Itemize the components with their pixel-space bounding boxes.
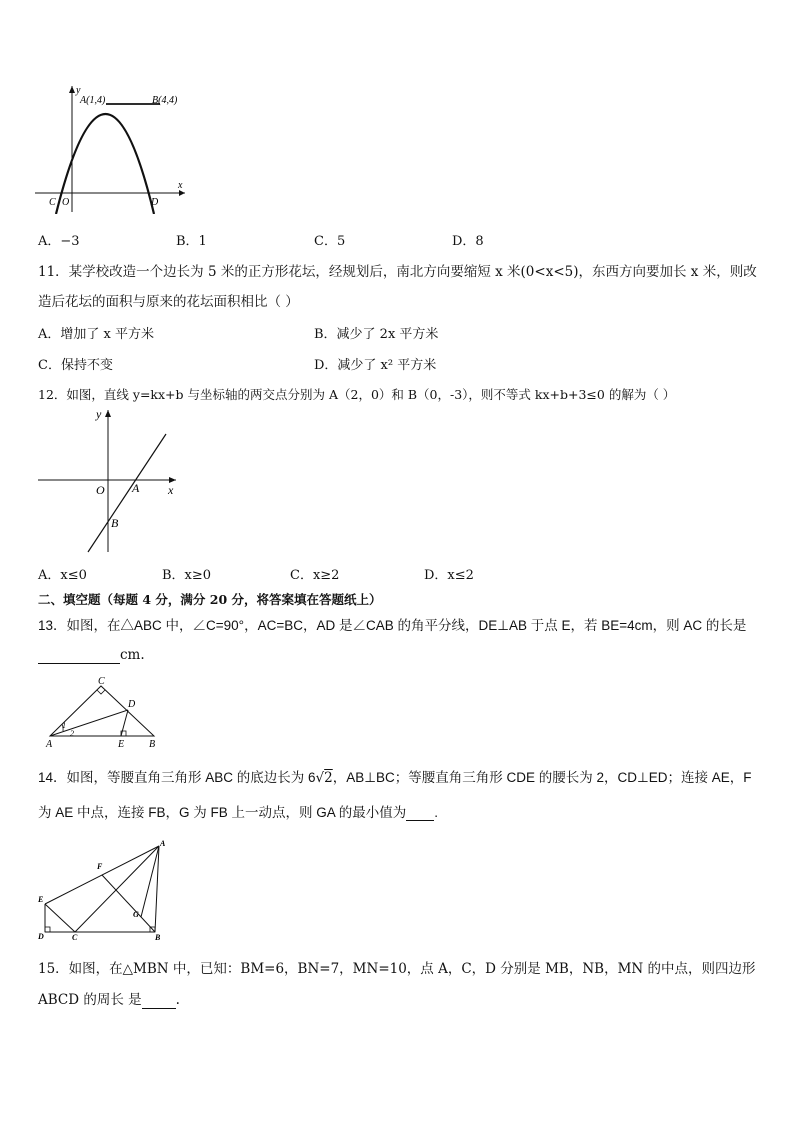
label-O: O (96, 483, 105, 497)
q13-triangle (40, 674, 170, 750)
label-angle-2: 2 (70, 729, 74, 738)
q14-text-b: ，AB⊥BC；等腰直角三角形 CDE 的腰长为 2，CD⊥ED；连接 AE，F (332, 770, 752, 785)
q15-stem-line1: 15．如图，在△MBN 中，已知：BM=6，BN=7，MN=10，点 A，C，D 分别是 MB，NB，MN 的中点，则四边形 (38, 961, 756, 977)
y-axis-arrow (105, 410, 111, 417)
q11-stem-line1: 11．某学校改造一个边长为 5 米的正方形花坛，经规划后，南北方向要缩短 x 米(0<x<5)，东西方向要加长 x 米，则改 (38, 264, 757, 280)
label-x: x (178, 180, 183, 191)
q12-option-c[interactable]: C．x≥2 (290, 568, 340, 583)
label-A: A(1,4) (80, 95, 106, 106)
q12-option-a[interactable]: A．x≤0 (38, 568, 87, 583)
q10-figure (30, 84, 200, 214)
q10-option-a[interactable]: A．−3 (38, 234, 80, 249)
label-D: D (38, 932, 44, 941)
label-A: A (160, 839, 166, 848)
q15-end: . (175, 992, 180, 1008)
q15-answer-blank[interactable] (142, 992, 176, 1009)
label-A: A (46, 739, 53, 750)
q11-option-b[interactable]: B．减少了 2x 平方米 (314, 327, 439, 342)
label-C: C (98, 676, 105, 687)
q12-option-b[interactable]: B．x≥0 (162, 568, 212, 583)
q11-option-d[interactable]: D．减少了 x² 平方米 (314, 358, 437, 373)
q10-option-c[interactable]: C．5 (314, 234, 346, 249)
y-axis-arrow (69, 86, 75, 93)
q14-stem-line2 (38, 801, 438, 821)
q14-sqrt-value: 2 (324, 770, 333, 786)
q14-stem-line1 (38, 766, 752, 786)
q11-option-a[interactable]: A．增加了 x 平方米 (38, 327, 154, 342)
q15-stem-line2 (38, 988, 180, 1009)
label-B: B(4,4) (152, 95, 178, 106)
q11-stem-line2: 造后花坛的面积与原来的花坛面积相比（ ） (38, 294, 299, 310)
label-B: B (155, 933, 161, 942)
label-x: x (168, 483, 174, 497)
q15-text: ABCD 的周长 是 (38, 992, 142, 1008)
section-2-heading: 二、填空题（每题 4 分，满分 20 分，将答案填在答题纸上） (38, 592, 382, 607)
q12-line-graph (36, 404, 186, 556)
q13-figure (40, 674, 170, 750)
segment-EC (45, 904, 75, 932)
q13-stem: 13．如图，在△ABC 中，∠C=90°，AC=BC，AD 是∠CAB 的角平分线，DE⊥AB 于点 E，若 BE=4cm，则 AC 的长是 (38, 618, 747, 633)
q12-stem: 12．如图，直线 y=kx+b 与坐标轴的两交点分别为 A（2，0）和 B（0，-3），则不等式 kx+b+3≤0 的解为（ ） (38, 387, 676, 402)
q14-sqrt: √2 (315, 770, 333, 786)
q10-parabola-graph (30, 84, 200, 214)
label-B: B (111, 516, 119, 530)
label-D: D (128, 699, 136, 710)
label-D: D (151, 197, 159, 208)
label-A: A (132, 481, 140, 495)
parabola-curve (56, 114, 154, 214)
segment-DE (121, 710, 128, 736)
label-F: F (97, 862, 103, 871)
q14-figure (34, 836, 174, 942)
q10-option-b[interactable]: B．1 (176, 234, 207, 249)
q13-unit: cm. (120, 647, 145, 663)
q12-option-d[interactable]: D．x≤2 (424, 568, 474, 583)
right-angle-D (45, 927, 50, 932)
label-C: C (49, 197, 56, 208)
q14-answer-blank[interactable] (406, 805, 434, 821)
segment-CA (75, 846, 159, 932)
label-G: G (133, 910, 139, 919)
q13-answer-blank[interactable] (38, 647, 120, 664)
label-B: B (149, 739, 156, 750)
q14-triangles (34, 836, 174, 942)
q13-answer-line (38, 647, 145, 664)
right-angle-C (97, 690, 105, 694)
q14-end: . (434, 805, 439, 820)
q10-option-d[interactable]: D．8 (452, 234, 484, 249)
q12-figure (36, 404, 186, 556)
label-C: C (72, 933, 78, 942)
segment-FB (102, 875, 155, 932)
label-y: y (76, 85, 81, 96)
q14-text-a: 14．如图，等腰直角三角形 ABC 的底边长为 6 (38, 770, 316, 785)
label-angle-1: 1 (62, 721, 66, 730)
label-E: E (118, 739, 125, 750)
label-E: E (38, 895, 44, 904)
label-y: y (96, 407, 102, 421)
q11-option-c[interactable]: C．保持不变 (38, 358, 113, 373)
label-O: O (62, 197, 70, 208)
q14-text-c: 为 AE 中点，连接 FB，G 为 FB 上一动点，则 GA 的最小值为 (38, 805, 407, 820)
